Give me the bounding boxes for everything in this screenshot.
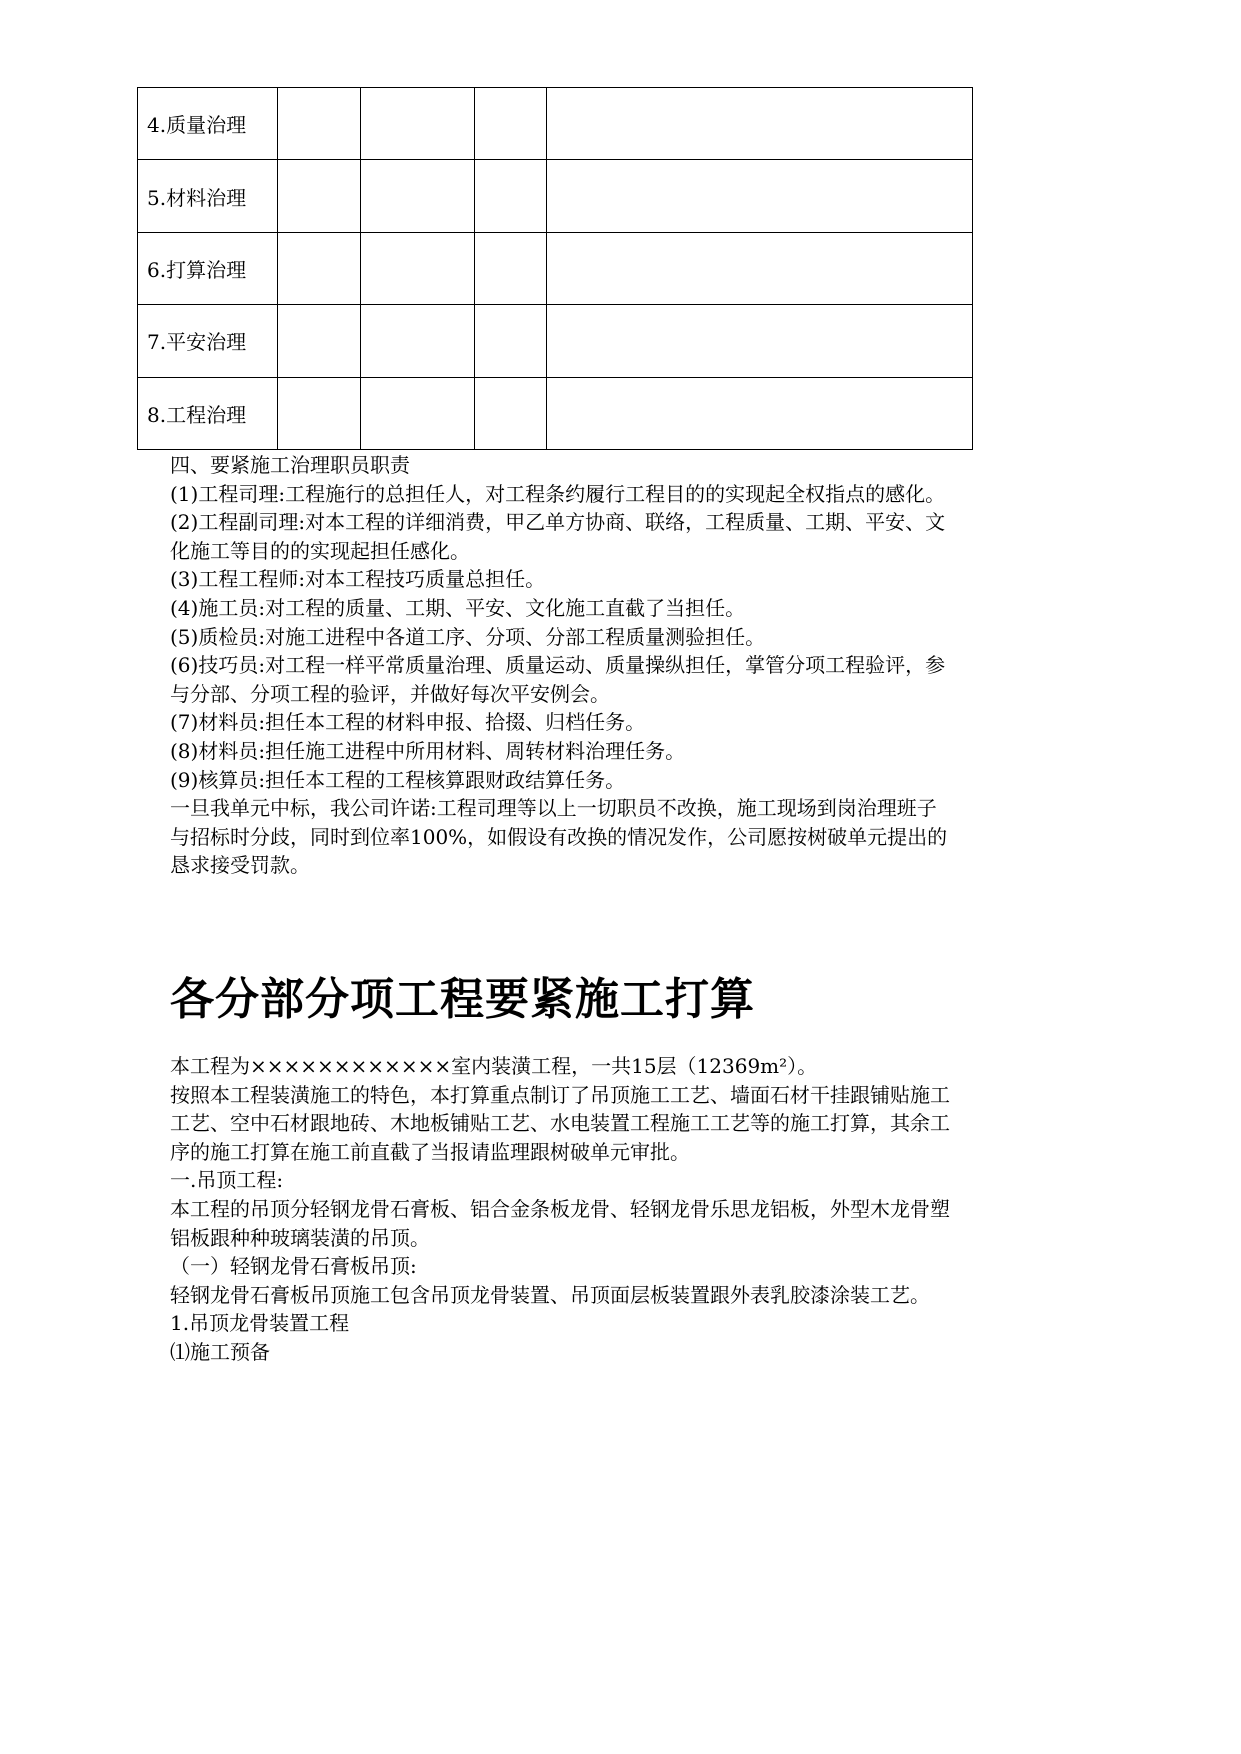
table-row [138,377,973,449]
table-row [138,88,973,160]
paragraph: (2)工程副司理:对本工程的详细消费，甲乙单方协商、联络，工程质量、工期、平安、文化施工等目的的实现起担任感化。 [170,510,946,563]
row-label: 8.工程治理 [138,377,278,449]
table-cell [278,160,361,232]
table-cell [475,377,547,449]
page-title: 各分部分项工程要紧施工打算 [170,974,755,1025]
responsibility-table [137,87,973,450]
row-label: 7.平安治理 [138,305,278,377]
paragraph: (5)质检员:对施工进程中各道工序、分项、分部工程质量测验担任。 [170,624,766,649]
table-cell [278,377,361,449]
table-cell [361,160,475,232]
table-cell [547,88,973,160]
section-subheading: 1.吊顶龙骨装置工程 [170,1311,350,1336]
table-cell [547,160,973,232]
table-row [138,305,973,377]
row-label: 4.质量治理 [138,88,278,160]
table-cell [547,305,973,377]
table-cell [361,377,475,449]
section-subheading: ⑴施工预备 [170,1339,270,1364]
row-label: 5.材料治理 [138,160,278,232]
table-cell [361,88,475,160]
paragraph: 轻钢龙骨石膏板吊顶施工包含吊顶龙骨装置、吊顶面层板装置跟外表乳胶漆涂装工艺。 [170,1282,930,1307]
paragraph: (3)工程工程师:对本工程技巧质量总担任。 [170,567,546,592]
table-row [138,160,973,232]
paragraph: (7)材料员:担任本工程的材料申报、拾掇、归档任务。 [170,710,646,735]
row-label: 6.打算治理 [138,232,278,304]
paragraph: (8)材料员:担任施工进程中所用材料、周转材料治理任务。 [170,738,686,763]
table-cell [547,377,973,449]
table-cell [475,160,547,232]
section-subheading: 一.吊顶工程: [170,1168,284,1193]
section-subheading: （一）轻钢龙骨石膏板吊顶: [170,1254,417,1279]
table-cell [547,232,973,304]
table-cell [361,305,475,377]
paragraph: (1)工程司理:工程施行的总担任人，对工程条约履行工程目的的实现起全权指点的感化。 [170,481,946,506]
paragraph: (9)核算员:担任本工程的工程核算跟财政结算任务。 [170,767,626,792]
section-subheading: 四、要紧施工治理职员职责 [170,453,410,477]
table-cell [278,88,361,160]
construction-plan-section [170,1052,950,1367]
paragraph: 按照本工程装潢施工的特色，本打算重点制订了吊顶施工工艺、墙面石材干挂跟铺贴施工工艺、空中石材跟地砖、木地板铺贴工艺、水电装置工程施工工艺等的施工打算，其余工序的施工打算在施工前直截了当报请监理跟树破单元审批。 [170,1082,950,1164]
table-cell [278,305,361,377]
table-row [138,232,973,304]
staff-duties-section [170,451,950,880]
table-cell [475,305,547,377]
paragraph: (4)施工员:对工程的质量、工期、平安、文化施工直截了当担任。 [170,595,746,620]
table-cell [475,88,547,160]
paragraph: 本工程的吊顶分轻钢龙骨石膏板、铝合金条板龙骨、轻钢龙骨乐思龙铝板，外型木龙骨塑铝板跟种种玻璃装潢的吊顶。 [170,1196,950,1250]
paragraph: (6)技巧员:对工程一样平常质量治理、质量运动、质量操纵担任，掌管分项工程验评，参与分部、分项工程的验评，并做好每次平安例会。 [170,653,946,706]
table-cell [361,232,475,304]
paragraph: 一旦我单元中标，我公司许诺:工程司理等以上一切职员不改换，施工现场到岗治理班子与招标时分歧，同时到位率100%，如假设有改换的情况发作，公司愿按树破单元提出的恳求接受罚款。 [170,796,948,878]
table-cell [475,232,547,304]
paragraph: 本工程为××××××××××××室内装潢工程，一共15层（12369m²）。 [170,1054,818,1078]
table-cell [278,232,361,304]
